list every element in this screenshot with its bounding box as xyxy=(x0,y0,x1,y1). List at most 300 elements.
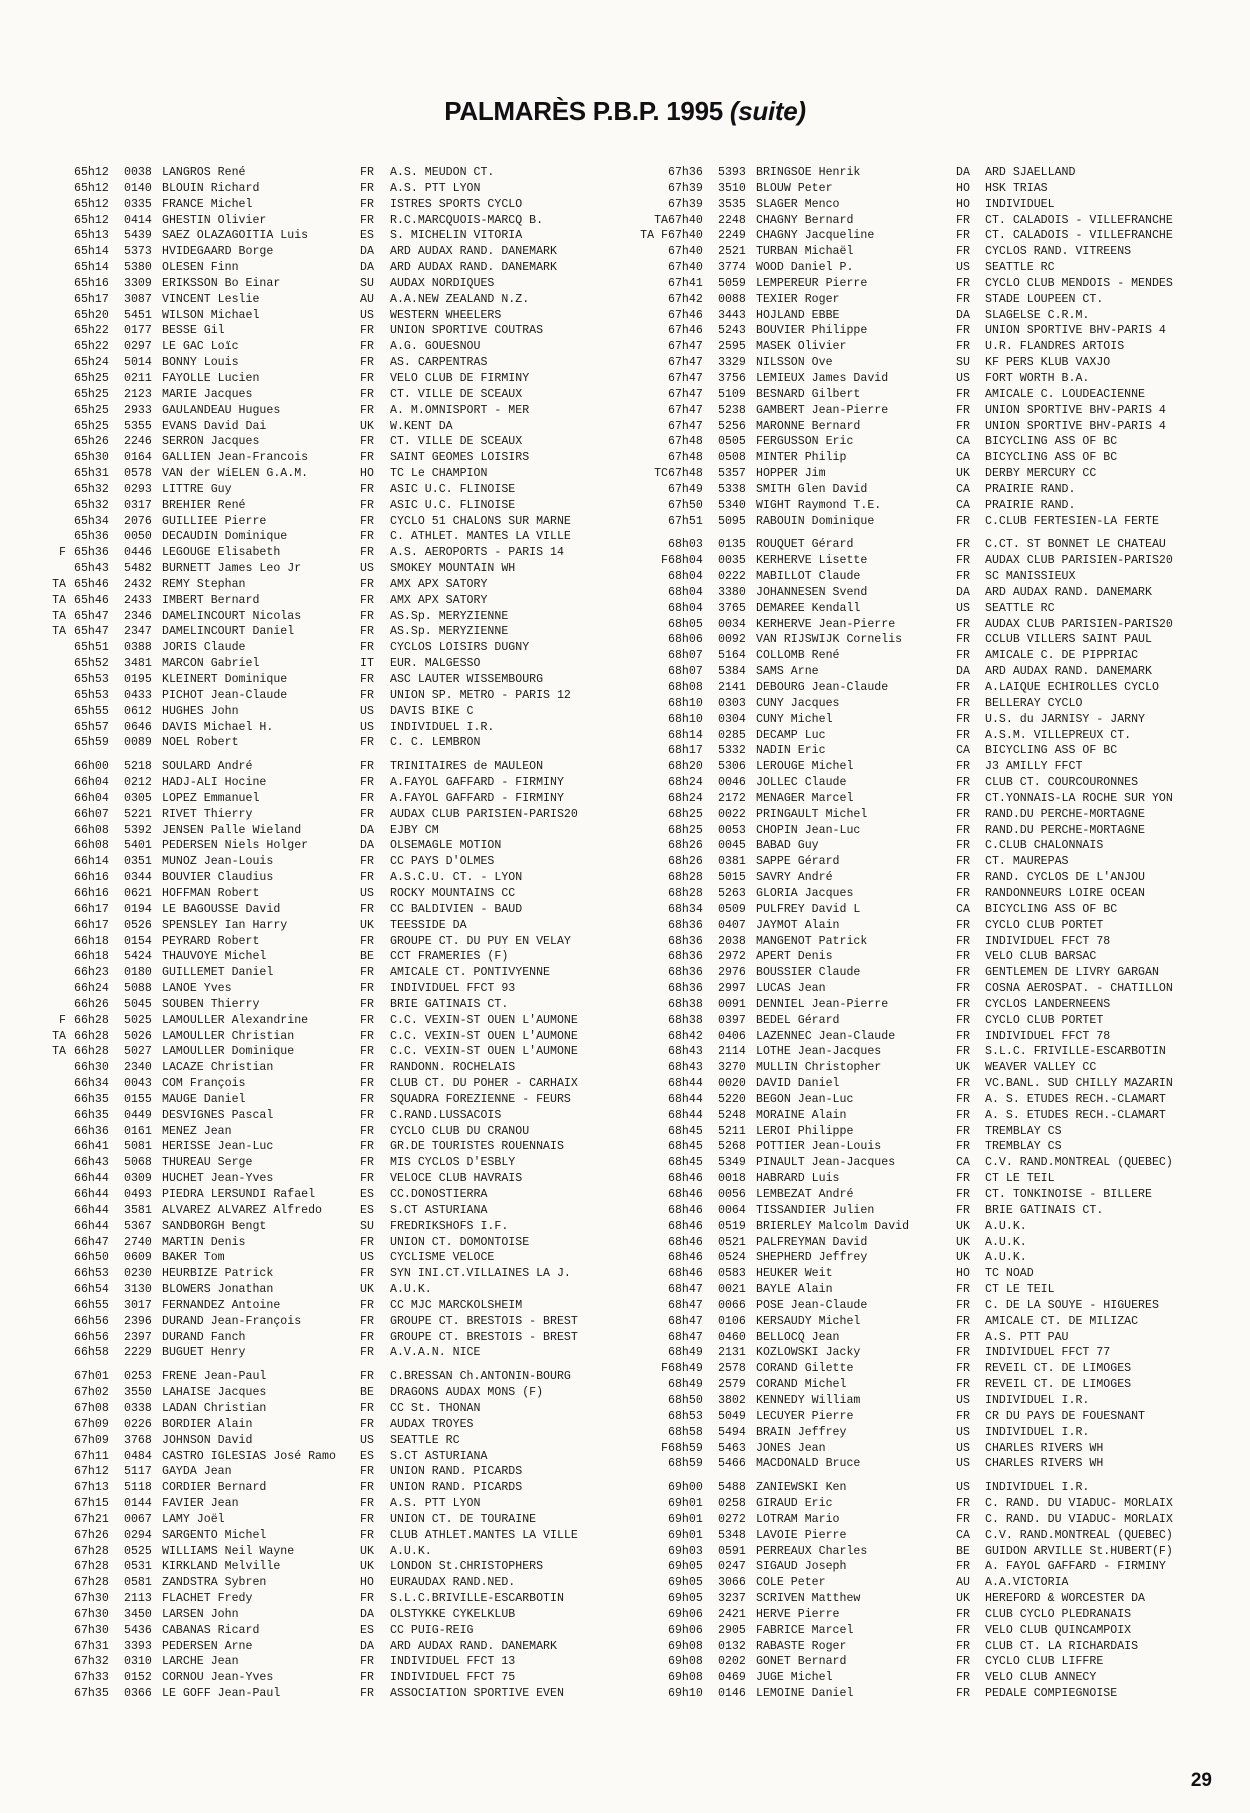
finish-time: 68h34 xyxy=(668,902,703,916)
club-name: CC St. THONAN xyxy=(390,1401,481,1415)
rider-number: 0581 xyxy=(124,1576,152,1590)
flag-marker: TA xyxy=(52,1029,66,1043)
finish-time: 67h01 xyxy=(74,1370,109,1384)
rider-number: 3393 xyxy=(124,1639,152,1653)
result-row xyxy=(630,775,1210,791)
country-code: FR xyxy=(360,609,374,623)
finish-time: 68h24 xyxy=(668,776,703,790)
country-code: DA xyxy=(956,166,970,179)
flag-marker: TA xyxy=(654,213,668,227)
rider-name: MANGENOT Patrick xyxy=(756,934,868,948)
rider-number: 5049 xyxy=(718,1409,746,1423)
country-code: FR xyxy=(360,1267,374,1281)
finish-time: 65h26 xyxy=(74,435,109,449)
finish-time: 68h46 xyxy=(668,1251,703,1265)
rider-name: DEBOURG Jean-Claude xyxy=(756,681,889,694)
result-row xyxy=(30,807,578,823)
rider-name: PICHOT Jean-Claude xyxy=(162,688,288,702)
club-name: INDIVIDUEL FFCT 13 xyxy=(390,1655,516,1669)
rider-name: CUNY Michel xyxy=(756,712,833,726)
club-name: A.S.M. VILLEPREUX CT. xyxy=(985,728,1132,742)
finish-time: 65h36 xyxy=(74,530,109,544)
rider-number: 5015 xyxy=(718,871,746,885)
country-code: US xyxy=(360,886,374,900)
finish-time: 65h46 xyxy=(74,593,109,607)
rider-name: BORDIER Alain xyxy=(162,1417,253,1431)
finish-time: 66h18 xyxy=(74,950,109,964)
result-row xyxy=(630,387,1210,403)
country-code: FR xyxy=(956,340,970,354)
country-code: FR xyxy=(956,1639,970,1653)
country-code: US xyxy=(360,704,374,718)
flag-marker: F xyxy=(661,1441,668,1455)
country-code: ES xyxy=(360,1623,374,1637)
rider-number: 3802 xyxy=(718,1393,746,1407)
finish-time: 69h08 xyxy=(668,1639,703,1653)
finish-time: 69h06 xyxy=(668,1623,703,1637)
finish-time: 68h46 xyxy=(668,1172,703,1186)
country-code: FR xyxy=(360,1029,374,1043)
rider-name: COLE Peter xyxy=(756,1576,826,1590)
result-row xyxy=(630,712,1210,728)
finish-time: 68h47 xyxy=(668,1314,703,1328)
rider-name: SAPPE Gérard xyxy=(756,855,840,869)
finish-time: 65h55 xyxy=(74,704,109,718)
result-row xyxy=(30,260,557,276)
rider-name: CHAGNY Bernard xyxy=(756,213,854,227)
finish-time: 66h18 xyxy=(74,934,109,948)
country-code: FR xyxy=(956,617,970,631)
country-code: FR xyxy=(360,1346,374,1360)
rider-name: JAYMOT Alain xyxy=(756,918,840,932)
finish-time: 69h06 xyxy=(668,1607,703,1621)
finish-time: 69h08 xyxy=(668,1655,703,1669)
rider-number: 5466 xyxy=(718,1457,746,1471)
rider-name: DECAUDIN Dominique xyxy=(162,530,288,544)
country-code: FR xyxy=(956,213,970,227)
result-row xyxy=(630,1013,1210,1029)
rider-name: TEXIER Roger xyxy=(756,292,840,306)
club-name: CYCLO CLUB PORTET xyxy=(985,918,1104,932)
rider-number: 0247 xyxy=(718,1560,746,1574)
finish-time: 67h11 xyxy=(74,1449,109,1463)
rider-number: 5248 xyxy=(718,1108,746,1122)
country-code: DA xyxy=(360,245,374,259)
club-name: CT.YONNAIS-LA ROCHE SUR YON xyxy=(985,791,1173,805)
club-name: ARD AUDAX RAND. DANEMARK xyxy=(390,245,557,259)
country-code: SU xyxy=(360,1219,374,1233)
rider-number: 5357 xyxy=(718,467,746,481)
rider-number: 0045 xyxy=(718,839,746,853)
rider-number: 0050 xyxy=(124,530,152,544)
rider-name: MENAGER Marcel xyxy=(756,791,854,805)
result-row xyxy=(30,1282,550,1298)
club-name: CC.DONOSTIERRA xyxy=(390,1188,488,1201)
finish-time: 66h26 xyxy=(74,997,109,1011)
result-row xyxy=(630,1250,1210,1266)
rider-number: 3087 xyxy=(124,292,152,306)
rider-name: ROUQUET Gérard xyxy=(756,538,854,552)
club-name: UNION SPORTIVE COUTRAS xyxy=(390,324,544,338)
finish-time: 69h01 xyxy=(668,1512,703,1526)
finish-time: 68h49 xyxy=(668,1362,703,1376)
finish-time: 68h58 xyxy=(668,1425,703,1439)
country-code: CA xyxy=(956,1156,970,1170)
finish-time: 69h10 xyxy=(668,1687,703,1701)
country-code: UK xyxy=(956,1219,970,1233)
finish-time: 67h33 xyxy=(74,1671,109,1685)
rider-name: THUREAU Serge xyxy=(162,1156,253,1170)
result-row xyxy=(630,1409,1210,1425)
finish-time: 68h47 xyxy=(668,1298,703,1312)
country-code: US xyxy=(360,308,374,322)
finish-time: 66h16 xyxy=(74,886,109,900)
finish-time: 67h15 xyxy=(74,1497,109,1511)
finish-time: 66h35 xyxy=(74,1092,109,1106)
result-row xyxy=(30,292,550,308)
rider-number: 3481 xyxy=(124,657,152,671)
finish-time: 66h54 xyxy=(74,1283,109,1297)
rider-number: 0297 xyxy=(124,340,152,354)
result-row xyxy=(630,1559,1210,1575)
rider-name: CHOPIN Jean-Luc xyxy=(756,823,861,837)
finish-time: 65h25 xyxy=(74,371,109,385)
result-row xyxy=(630,664,1210,680)
result-row xyxy=(30,1108,550,1124)
club-name: DERBY MERCURY CC xyxy=(985,467,1097,481)
rider-number: 3535 xyxy=(718,197,746,211)
rider-name: VAN der WiELEN G.A.M. xyxy=(162,467,309,481)
finish-time: 67h08 xyxy=(74,1401,109,1415)
result-row xyxy=(630,260,1210,276)
result-row xyxy=(630,1512,1210,1528)
country-code: DA xyxy=(956,665,970,679)
result-row xyxy=(30,656,550,672)
finish-time: 65h53 xyxy=(74,688,109,702)
rider-name: CUNY Jacques xyxy=(756,696,840,710)
country-code: CA xyxy=(956,435,970,449)
finish-time: 69h05 xyxy=(668,1592,703,1606)
finish-time: 67h41 xyxy=(668,276,703,290)
result-row xyxy=(630,997,1210,1013)
result-row xyxy=(30,450,550,466)
rider-number: 0135 xyxy=(718,538,746,552)
rider-number: 0591 xyxy=(718,1544,746,1558)
finish-time: 65h32 xyxy=(74,482,109,496)
rider-name: KOZLOWSKI Jacky xyxy=(756,1346,861,1360)
rider-name: CHAGNY Jacqueline xyxy=(756,229,875,243)
result-row xyxy=(30,1235,550,1251)
result-row xyxy=(630,696,1210,712)
result-row xyxy=(30,838,550,854)
rider-number: 0202 xyxy=(718,1655,746,1669)
club-name: C.CLUB CHALONNAIS xyxy=(985,839,1104,853)
rider-number: 0043 xyxy=(124,1077,152,1091)
club-name: CC PUIG-REIG xyxy=(390,1623,474,1637)
finish-time: 65h12 xyxy=(74,181,109,195)
club-name: ASIC U.C. FLINOISE xyxy=(390,482,516,496)
result-row xyxy=(630,276,1210,292)
country-code: UK xyxy=(360,1544,374,1558)
country-code: FR xyxy=(360,593,374,607)
club-name: ARD AUDAX RAND. DANEMARK xyxy=(985,665,1152,679)
finish-time: 65h31 xyxy=(74,467,109,481)
rider-number: 2038 xyxy=(718,934,746,948)
result-row xyxy=(630,1092,1210,1108)
country-code: CA xyxy=(956,498,970,512)
country-code: CA xyxy=(956,1528,970,1542)
flag-marker: F xyxy=(661,554,668,568)
result-row xyxy=(30,775,564,791)
club-name: A.U.K. xyxy=(390,1544,432,1558)
rider-number: 3017 xyxy=(124,1298,152,1312)
rider-name: MINTER Philip xyxy=(756,451,847,465)
country-code: FR xyxy=(956,1077,970,1091)
result-row xyxy=(30,1496,550,1512)
club-name: HSK TRIAS xyxy=(985,181,1048,195)
rider-name: LE GAC Loïc xyxy=(162,340,239,354)
country-code: FR xyxy=(360,403,374,417)
country-code: ES xyxy=(360,1449,374,1463)
club-name: TC NOAD xyxy=(985,1267,1034,1281)
rider-number: 0509 xyxy=(718,902,746,916)
club-name: VELO CLUB QUINCAMPOIX xyxy=(985,1623,1132,1637)
result-row xyxy=(630,371,1210,387)
finish-time: 68h04 xyxy=(668,601,703,615)
result-row xyxy=(630,886,1210,902)
result-row xyxy=(630,1060,1210,1076)
finish-time: 66h17 xyxy=(74,918,109,932)
result-row xyxy=(30,529,571,545)
finish-time: 68h49 xyxy=(668,1378,703,1392)
rider-name: LOTRAM Mario xyxy=(756,1512,840,1526)
rider-number: 5439 xyxy=(124,229,152,243)
rider-number: 0106 xyxy=(718,1314,746,1328)
country-code: FR xyxy=(360,1124,374,1138)
country-code: HO xyxy=(956,1267,970,1281)
rider-number: 5088 xyxy=(124,982,152,996)
club-name: INDIVIDUEL I.R. xyxy=(985,1425,1090,1439)
country-code: CA xyxy=(956,482,970,496)
club-name: VC.BANL. SUD CHILLY MAZARIN xyxy=(985,1077,1173,1091)
club-name: ASC LAUTER WISSEMBOURG xyxy=(390,673,544,686)
finish-time: 68h24 xyxy=(668,791,703,805)
rider-number: 5220 xyxy=(718,1092,746,1106)
country-code: UK xyxy=(360,1283,374,1297)
rider-number: 0253 xyxy=(124,1370,152,1384)
finish-time: 68h26 xyxy=(668,839,703,853)
club-name: ASIC U.C. FLINOISE xyxy=(390,498,516,512)
country-code: US xyxy=(956,371,970,385)
result-row xyxy=(30,1171,550,1187)
finish-time: 66h07 xyxy=(74,807,109,821)
rider-name: LEMIEUX James David xyxy=(756,371,889,385)
rider-number: 0064 xyxy=(718,1203,746,1217)
rider-name: FAVIER Jean xyxy=(162,1497,239,1511)
finish-time: 67h12 xyxy=(74,1465,109,1479)
country-code: US xyxy=(956,1441,970,1455)
finish-time: 68h59 xyxy=(668,1457,703,1471)
club-name: ARD SJAELLAND xyxy=(985,166,1076,179)
result-row xyxy=(30,165,550,181)
country-code: FR xyxy=(360,641,374,655)
club-name: SEATTLE RC xyxy=(985,601,1055,615)
club-name: HEREFORD & WORCESTER DA xyxy=(985,1592,1146,1606)
rider-number: 0583 xyxy=(718,1267,746,1281)
result-row xyxy=(630,1330,1210,1346)
result-row xyxy=(630,1528,1210,1544)
rider-name: PEDERSEN Arne xyxy=(162,1639,253,1653)
result-row xyxy=(630,838,1210,854)
club-name: INDIVIDUEL I.R. xyxy=(985,1393,1090,1407)
finish-time: 68h08 xyxy=(668,681,703,694)
rider-number: 0022 xyxy=(718,807,746,821)
rider-name: TISSANDIER Julien xyxy=(756,1203,875,1217)
result-row xyxy=(30,1203,550,1219)
result-row xyxy=(30,672,550,688)
country-code: FR xyxy=(956,934,970,948)
rider-name: LAZENNEC Jean-Claude xyxy=(756,1029,896,1043)
finish-time: 68h25 xyxy=(668,807,703,821)
country-code: FR xyxy=(360,902,374,916)
rider-number: 5221 xyxy=(124,807,152,821)
rider-name: CORAND Michel xyxy=(756,1378,847,1392)
result-row xyxy=(30,1013,578,1029)
country-code: FR xyxy=(956,1330,970,1344)
club-name: GUIDON ARVILLE St.HUBERT(F) xyxy=(985,1544,1173,1558)
result-row xyxy=(630,308,1210,324)
country-code: FR xyxy=(956,1203,970,1217)
rider-number: 0155 xyxy=(124,1092,152,1106)
rider-name: HVIDEGAARD Borge xyxy=(162,245,274,259)
rider-name: DEMAREE Kendall xyxy=(756,601,861,615)
country-code: FR xyxy=(956,1045,970,1059)
country-code: FR xyxy=(956,1671,970,1685)
rider-name: GAYDA Jean xyxy=(162,1465,232,1479)
finish-time: 68h44 xyxy=(668,1108,703,1122)
finish-time: 66h41 xyxy=(74,1140,109,1154)
rider-number: 2346 xyxy=(124,609,152,623)
rider-name: LEMPEREUR Pierre xyxy=(756,276,868,290)
rider-name: PEDERSEN Niels Holger xyxy=(162,839,309,853)
rider-name: HOFFMAN Robert xyxy=(162,886,260,900)
finish-time: 68h04 xyxy=(668,585,703,599)
rider-number: 0018 xyxy=(718,1172,746,1186)
club-name: CYCLOS RAND. VITREENS xyxy=(985,245,1132,259)
result-row xyxy=(30,371,550,387)
club-name: BICYCLING ASS OF BC xyxy=(985,451,1118,465)
rider-number: 0272 xyxy=(718,1512,746,1526)
club-name: AUDAX NORDIQUES xyxy=(390,276,495,290)
result-row xyxy=(630,1314,1210,1330)
result-row xyxy=(630,585,1210,601)
club-name: PRAIRIE RAND. xyxy=(985,498,1076,512)
club-name: UNION SP. METRO - PARIS 12 xyxy=(390,688,571,702)
club-name: AMX APX SATORY xyxy=(390,593,488,607)
country-code: FR xyxy=(956,538,970,552)
rider-number: 0309 xyxy=(124,1172,152,1186)
rider-number: 0226 xyxy=(124,1417,152,1431)
finish-time: 68h46 xyxy=(668,1219,703,1233)
country-code: FR xyxy=(360,197,374,211)
country-code: FR xyxy=(956,997,970,1011)
rider-number: 0285 xyxy=(718,728,746,742)
club-name: AS. CARPENTRAS xyxy=(390,356,488,370)
flag-marker: TA xyxy=(52,1045,66,1059)
rider-number: 0212 xyxy=(124,776,152,790)
club-name: CCLUB VILLERS SAINT PAUL xyxy=(985,633,1152,647)
result-row xyxy=(630,569,1210,585)
rider-number: 0433 xyxy=(124,688,152,702)
country-code: FR xyxy=(360,1172,374,1186)
rider-name: WIGHT Raymond T.E. xyxy=(756,498,882,512)
rider-name: LEGOUGE Elisabeth xyxy=(162,546,281,560)
club-name: W.KENT DA xyxy=(390,419,453,433)
club-name: A.G. GOUESNOU xyxy=(390,340,481,354)
country-code: FR xyxy=(956,712,970,726)
club-name: REVEIL CT. DE LIMOGES xyxy=(985,1378,1132,1392)
club-name: ARD AUDAX RAND. DANEMARK xyxy=(390,1639,557,1653)
rider-name: COM François xyxy=(162,1077,246,1091)
result-row xyxy=(30,720,550,736)
rider-name: NADIN Eric xyxy=(756,744,826,758)
club-name: KF PERS KLUB VAXJO xyxy=(985,356,1111,370)
result-row xyxy=(630,1686,1210,1702)
rider-name: JONES Jean xyxy=(756,1441,826,1455)
country-code: US xyxy=(360,1433,374,1447)
rider-name: IMBERT Bernard xyxy=(162,593,260,607)
finish-time: 67h09 xyxy=(74,1417,109,1431)
result-row xyxy=(630,355,1210,371)
result-row xyxy=(630,743,1210,759)
result-row xyxy=(30,624,550,640)
club-name: ISTRES SPORTS CYCLO xyxy=(390,197,523,211)
rider-number: 2396 xyxy=(124,1314,152,1328)
result-row xyxy=(630,403,1210,419)
country-code: FR xyxy=(956,570,970,584)
country-code: UK xyxy=(956,1251,970,1265)
country-code: UK xyxy=(360,419,374,433)
club-name: A. M.OMNISPORT - MER xyxy=(390,403,530,417)
rider-name: BRAIN Jeffrey xyxy=(756,1425,847,1439)
rider-number: 0089 xyxy=(124,736,152,750)
rider-name: DENNIEL Jean-Pierre xyxy=(756,997,889,1011)
country-code: SU xyxy=(956,356,970,370)
finish-time: 66h50 xyxy=(74,1251,109,1265)
finish-time: 67h47 xyxy=(668,371,703,385)
rider-number: 0258 xyxy=(718,1497,746,1511)
rider-name: DURAND Jean-François xyxy=(162,1314,302,1328)
result-row xyxy=(30,1575,550,1591)
rider-number: 5306 xyxy=(718,760,746,774)
rider-number: 0035 xyxy=(718,554,746,568)
country-code: FR xyxy=(360,1512,374,1526)
rider-number: 0132 xyxy=(718,1639,746,1653)
club-name: GROUPE CT. DU PUY EN VELAY xyxy=(390,934,571,948)
rider-number: 0034 xyxy=(718,617,746,631)
result-row xyxy=(630,1076,1210,1092)
rider-name: BONNY Louis xyxy=(162,356,239,370)
finish-time: 67h40 xyxy=(668,245,703,259)
result-row xyxy=(30,339,550,355)
result-row xyxy=(630,553,1210,569)
country-code: FR xyxy=(956,839,970,853)
country-code: FR xyxy=(360,482,374,496)
club-name: CT LE TEIL xyxy=(985,1172,1055,1186)
finish-time: 68h53 xyxy=(668,1409,703,1423)
country-code: HO xyxy=(360,1576,374,1590)
rider-number: 3510 xyxy=(718,181,746,195)
